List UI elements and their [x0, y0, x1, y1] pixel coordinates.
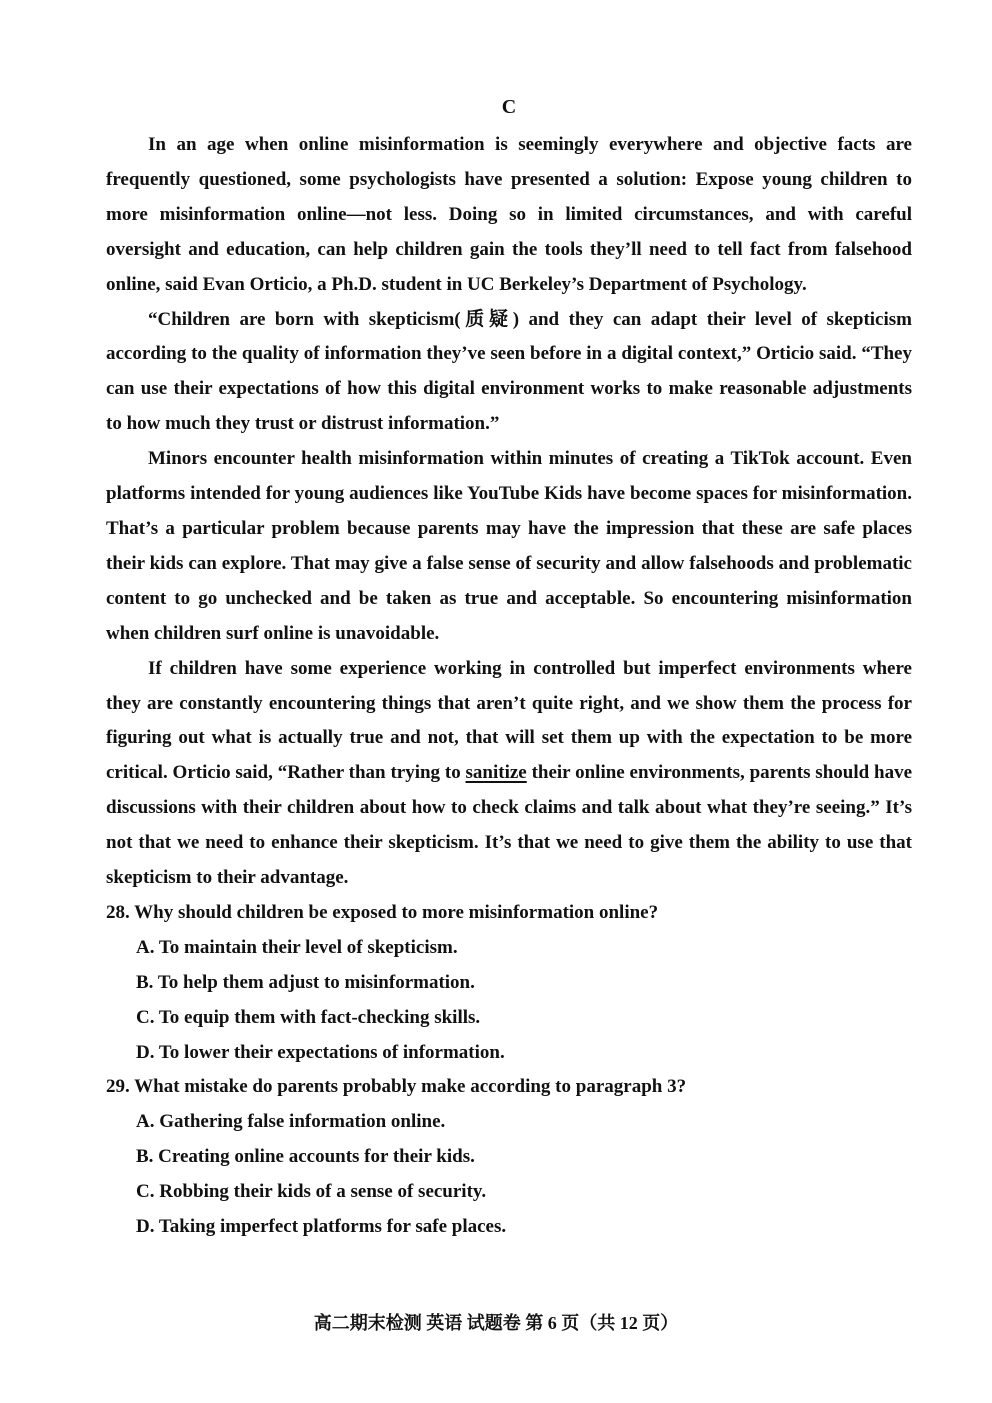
section-title: C — [501, 96, 517, 118]
passage-paragraph-2: “Children are born with skepticism(质疑) and they can adapt their level of skepticism according to the quality of information they’ve seen before in a digital context,” Orticio said. “They can use their expectations of how this digital environment works to make reasonable adjustments to how much they trust or distrust information.” — [106, 308, 912, 435]
question-29-option-a: A. Gathering false information online. — [136, 1111, 446, 1133]
passage-paragraph-1: In an age when online misinformation is seemingly everywhere and objective facts are frequently questioned, some psychologists have presented a solution: Expose young children to more misinformation online—not less. Doing so in limited circumstances, and with careful oversight and education, can help children gain the tools they’ll need to tell fact from falsehood online, said Evan Orticio, a Ph.D. student in UC Berkeley’s Department of Psychology. — [106, 134, 912, 295]
question-28-option-c: C. To equip them with fact-checking skills. — [136, 1006, 481, 1028]
question-29-stem: 29. What mistake do parents probably make according to paragraph 3? — [106, 1076, 687, 1098]
underlined-word-sanitize: sanitize — [465, 762, 527, 784]
question-29-option-d: D. Taking imperfect platforms for safe places. — [136, 1216, 507, 1238]
question-28 — [106, 896, 912, 1071]
question-28-option-b: B. To help them adjust to misinformation. — [136, 971, 475, 993]
passage-paragraph-3: Minors encounter health misinformation within minutes of creating a TikTok account. Even platforms intended for young audiences like YouTube Kids have become spaces for misinformation. That’s a particular problem because parents may have the impression that these are safe places their kids can explore. That may give a false sense of security and allow falsehoods and problematic content to go unchecked and be taken as true and acceptable. So encountering misinformation when children surf online is unavoidable. — [106, 448, 912, 644]
question-28-stem: 28. Why should children be exposed to more misinformation online? — [106, 901, 659, 923]
page-footer: 高二期末检测 英语 试题卷 第 6 页（共 12 页） — [313, 1313, 679, 1333]
paragraph-4-text-start: If children have some experience working in controlled but imperfect environments where they are constantly encountering things that aren’t quite right, and we show them the process for figuring out what is actually true and not, that will set them up with the expectation to be more critical. Orticio said, “Rather than trying to — [106, 657, 912, 784]
exam-page — [106, 92, 912, 1245]
paragraph-4-text-end: their online environments, parents should have discussions with their children about how to check claims and talk about what they’re seeing.” It’s not that we need to enhance their skepticism. It’s that we need to give them the ability to use that skepticism to their advantage. — [106, 762, 912, 889]
question-29-option-c: C. Robbing their kids of a sense of security. — [136, 1181, 487, 1203]
question-29 — [106, 1070, 912, 1245]
question-29-option-b: B. Creating online accounts for their kids. — [136, 1146, 475, 1168]
question-28-option-a: A. To maintain their level of skepticism. — [136, 936, 458, 958]
question-28-option-d: D. To lower their expectations of information. — [136, 1041, 505, 1063]
passage-paragraph-4 — [106, 652, 912, 896]
